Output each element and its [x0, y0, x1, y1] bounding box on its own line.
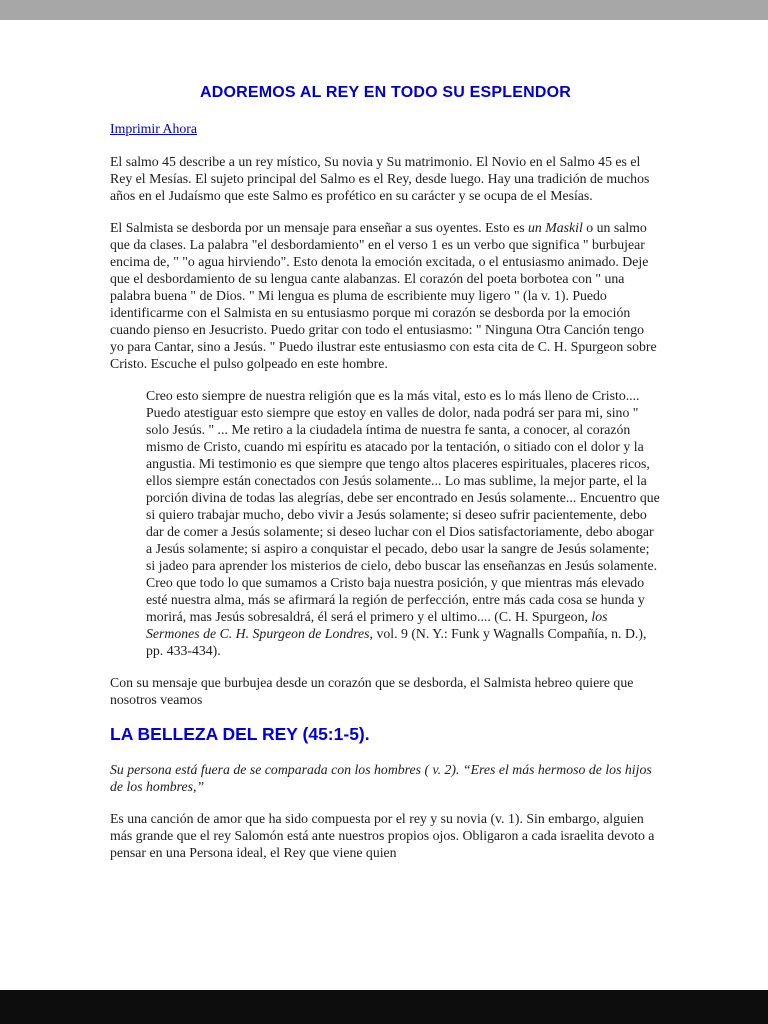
spurgeon-quote — [146, 387, 661, 659]
spurgeon-quote-text: Creo esto siempre de nuestra religión que es la más vital, esto es lo más lleno de Cristo.... Puedo atestiguar esto siempre que estoy en valles de dolor, nada podrá ser para mi, sino " solo Jesús. " ... Me retiro a la ciudadela íntima de nuestra fe santa, a conocer, al corazón mismo de Cristo, cuando mi espíritu es atacado por la tentación, o sitiado con el dolor y la angustia. Mi testimonio es que siempre que tengo altos placeres espirituales, placeres ricos, ellos siempre están conectados con Jesús solamente... Lo mas sublime, la mejor parte, el la porción divina de todas las alegrías, debe ser encontrado en Jesús solamente... Encuentro que si quiero trabajar mucho, debo vivir a Jesús solamente; si deseo sufrir pacientemente, debo dar de comer a Jesús solamente; si deseo luchar con el Dios satisfactoriamente, debo abogar a Jesús solamente; si aspiro a conquistar el pecado, debo usar la sangre de Jesús solamente; si jadeo para aprender los misterios de cielo, debo buscar las enseñanzas en Jesús solamente. Creo que todo lo que sumamos a Cristo baja nuestra posición, y que mientras más elevado esté nuestra alma, más se afirmará la región de perfección, entre más cada cosa se hunda y morirá, mas Jesús sobresaldrá, él será el primero y el ultimo.... (C. H. Spurgeon, — [146, 388, 660, 624]
intro-paragraph — [110, 153, 661, 204]
maskil-italic-term: un Maskil — [528, 220, 583, 235]
spurgeon-book-title: los Sermones de C. H. Spurgeon de Londres — [146, 609, 608, 641]
viewer-top-background — [0, 0, 768, 20]
closing-paragraph — [110, 810, 661, 861]
maskil-paragraph-text-after: o un salmo que da clases. La palabra "el desbordamiento" en el verso 1 es un verbo que significa " burbujear encima de, " "o agua hirviendo". Esto denota la emoción excitada, o el entusiasmo animado. Deje que el desbordamiento de su lengua cante alabanzas. El corazón del poeta borbotea con " una palabra buena " de Dios. " Mi lengua es pluma de escribiente muy ligero " (la v. 1). Puedo identificarme con el Salmista en su entusiasmo porque mi corazón se desborda por la emoción cuando pienso en Jesucristo. Puedo gritar con todo el entusiasmo: " Ninguna Otra Canción tengo yo para Cantar, sino a Jesús. " Puedo ilustrar este entusiasmo con esta cita de C. H. Spurgeon sobre Cristo. Escuche el pulso golpeado en este hombre. — [110, 220, 657, 371]
page-separator-bar — [0, 990, 768, 1024]
verse-point-paragraph — [110, 761, 661, 795]
bridge-paragraph — [110, 674, 661, 708]
maskil-paragraph-text-before: El Salmista se desborda por un mensaje para enseñar a sus oyentes. Esto es — [110, 220, 529, 235]
document-title: ADOREMOS AL REY EN TODO SU ESPLENDOR — [199, 84, 572, 101]
maskil-paragraph — [110, 219, 661, 372]
print-now-link[interactable]: Imprimir Ahora — [110, 121, 197, 136]
bridge-paragraph-text: Con su mensaje que burbujea desde un corazón que se desborda, el Salmista hebreo quiere que nosotros veamos — [110, 675, 634, 707]
closing-paragraph-text: Es una canción de amor que ha sido compuesta por el rey y su novia (v. 1). Sin embargo, alguien más grande que el rey Salomón está ante nuestros propios ojos. Obligaron a cada israelita devoto a pensar en una Persona ideal, el Rey que viene quien — [110, 811, 655, 860]
spurgeon-quote-citation: , vol. 9 (N. Y.: Funk y Wagnalls Compañía, n. D.), pp. 433-434). — [146, 626, 647, 658]
document-page — [0, 20, 768, 876]
intro-paragraph-text: El salmo 45 describe a un rey místico, Su novia y Su matrimonio. El Novio en el Salmo 45 es el Rey el Mesías. El sujeto principal del Salmo es el Rey, desde luego. Hay una tradición de muchos años en el Judaísmo que este Salmo es profético en su carácter y se ocupa de el Mesías. — [110, 154, 650, 203]
section-heading-belleza-del-rey: LA BELLEZA DEL REY (45:1-5). — [110, 724, 370, 744]
verse-point-text: Su persona está fuera de se comparada con los hombres ( v. 2). “Eres el más hermoso de los hijos de los hombres,” — [110, 762, 652, 794]
